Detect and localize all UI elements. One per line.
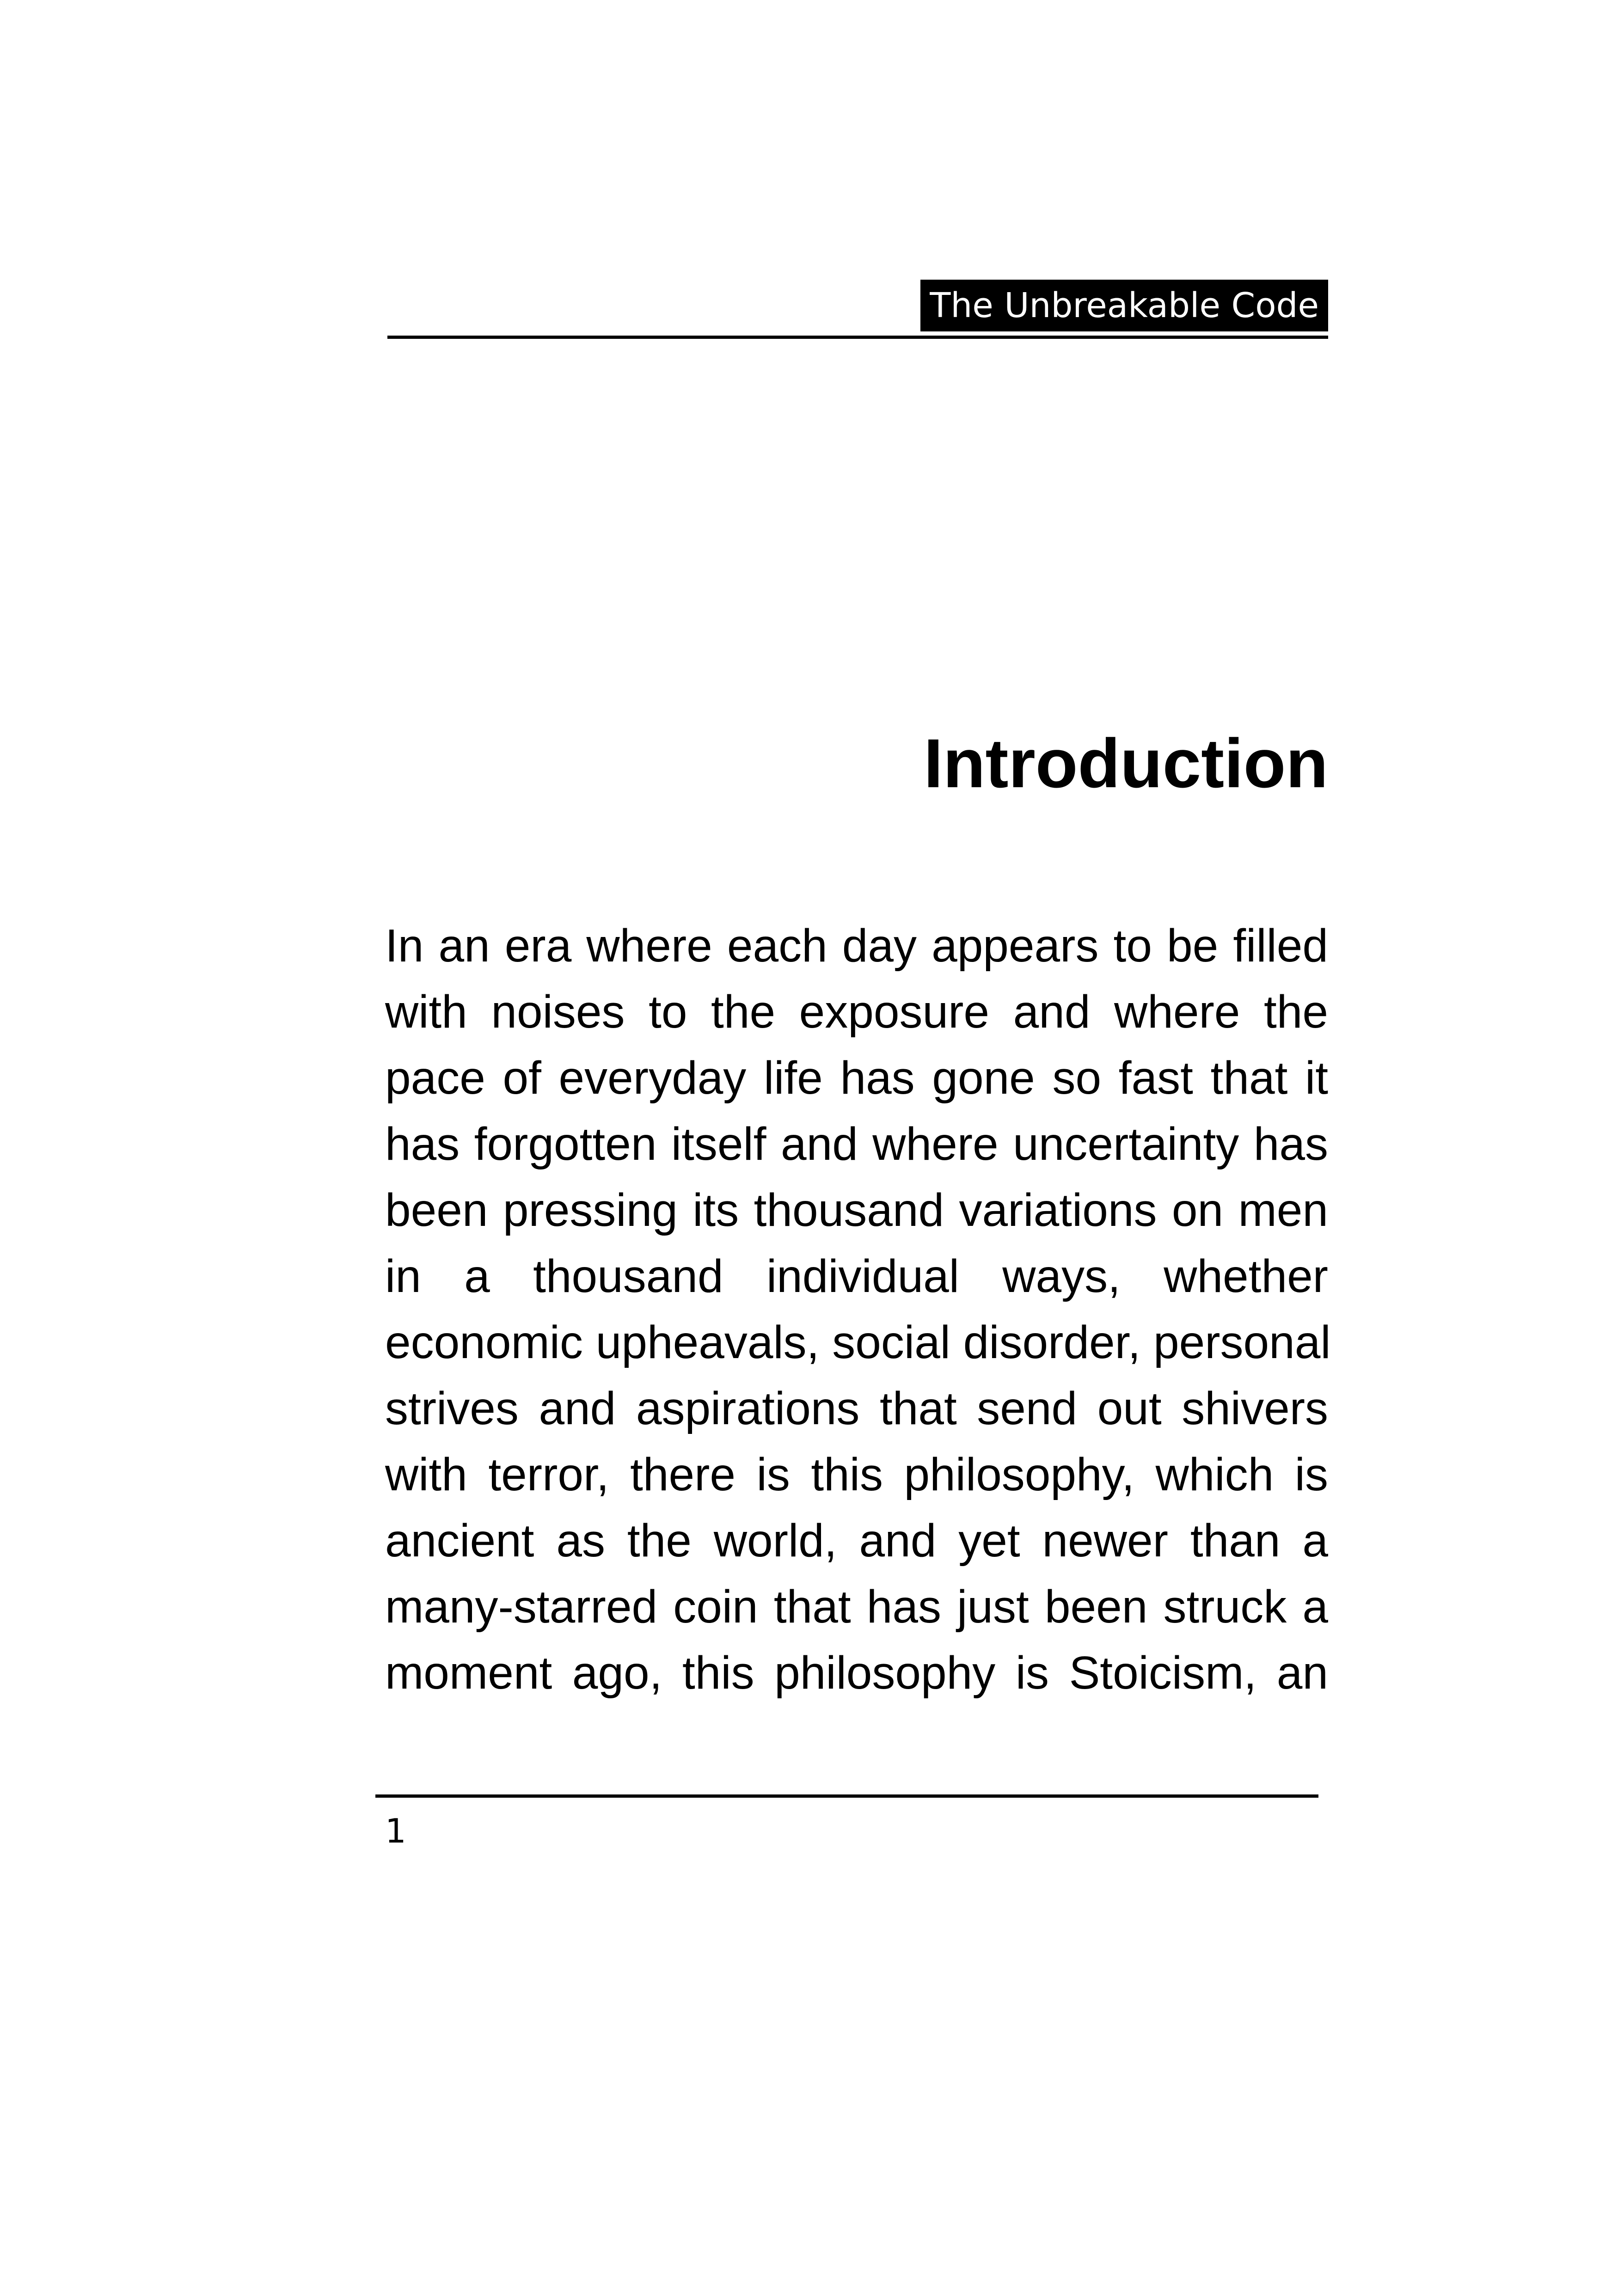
chapter-title: Introduction [924,724,1328,802]
running-header-title: The Unbreakable Code [920,280,1328,331]
body-line: ancient as the world, and yet newer than a [385,1515,1328,1567]
body-line: strives and aspirations that send out shivers [385,1383,1328,1434]
body-line: In an era where each day appears to be filled [385,920,1328,972]
body-line: many-starred coin that has just been struck a [385,1581,1328,1633]
body-line: moment ago, this philosophy is Stoicism, an [385,1647,1328,1699]
body-line: been pressing its thousand variations on men [385,1184,1328,1236]
body-line: in a thousand individual ways, whether [385,1250,1328,1302]
body-paragraph [385,913,1331,1706]
page-number: 1 [385,1812,406,1850]
footer-divider [375,1794,1318,1798]
body-line: pace of everyday life has gone so fast that it [385,1052,1328,1104]
body-line: economic upheavals, social disorder, personal [385,1316,1331,1368]
body-line: has forgotten itself and where uncertainty has [385,1118,1328,1170]
header-divider [387,336,1328,339]
body-line: with noises to the exposure and where the [385,986,1328,1038]
body-line: with terror, there is this philosophy, which is [385,1449,1328,1500]
